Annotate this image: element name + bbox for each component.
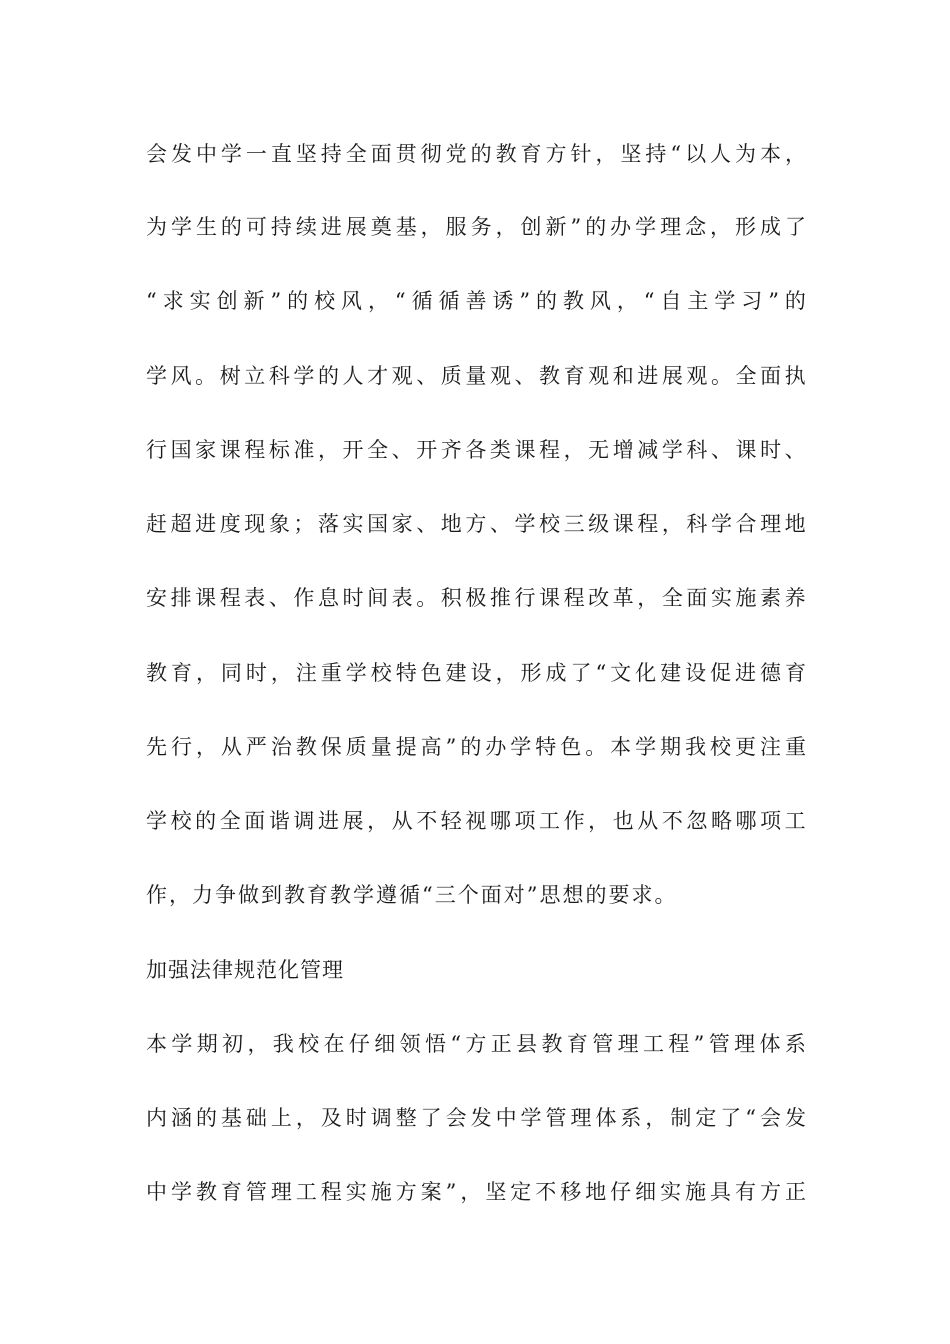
paragraph-line-4: 学 风 。 树 立 科 学 的 人 才 观 、 质 量 观 、 教 育 观 和 进 展 观 。 全 面 执: [146, 364, 806, 388]
paragraph-line-8: 教 育 ， 同 时 ， 注 重 学 校 特 色 建 设 ， 形 成 了 “ 文 化 建 设 促 进 德 育: [146, 661, 806, 685]
paragraph-line-2: 为 学 生 的 可 持 续 进 展 奠 基 ， 服 务 ， 创 新 ” 的 办 学 理 念 ， 形 成 了: [146, 215, 806, 239]
paragraph-line-7: 安 排 课 程 表 、 作 息 时 间 表 。 积 极 推 行 课 程 改 革 ， 全 面 实 施 素 养: [146, 586, 806, 610]
paragraph-line-13: 内 涵 的 基 础 上 ， 及 时 调 整 了 会 发 中 学 管 理 体 系 ， 制 定 了 “ 会 发: [146, 1106, 806, 1130]
paragraph-line-3: “ 求 实 创 新 ” 的 校 风 ， “ 循 循 善 诱 ” 的 教 风 ， “ 自 主 学 习 ” 的: [146, 289, 806, 313]
paragraph-line-12: 本 学 期 初 ， 我 校 在 仔 细 领 悟 “ 方 正 县 教 育 管 理 工 程 ” 管 理 体 系: [146, 1032, 806, 1056]
paragraph-line-9: 先 行 ， 从 严 治 教 保 质 量 提 高 ” 的 办 学 特 色 。 本 学 期 我 校 更 注 重: [146, 735, 806, 759]
paragraph-line-1: 会 发 中 学 一 直 坚 持 全 面 贯 彻 党 的 教 育 方 针 ， 坚 持 “ 以 人 为 本 ，: [146, 142, 806, 166]
paragraph-line-6: 赶 超 进 度 现 象 ； 落 实 国 家 、 地 方 、 学 校 三 级 课 程 ， 科 学 合 理 地: [146, 512, 806, 536]
section-heading: 加强法律规范化管理: [146, 958, 344, 982]
paragraph-line-14: 中 学 教 育 管 理 工 程 实 施 方 案 ” ， 坚 定 不 移 地 仔 细 实 施 具 有 方 正: [146, 1180, 806, 1204]
paragraph-line-5: 行 国 家 课 程 标 准 ， 开 全 、 开 齐 各 类 课 程 ， 无 增 减 学 科 、 课 时 、: [146, 438, 806, 462]
paragraph-line-11: 作，力争做到教育教学遵循“三个面对”思想的要求。: [146, 883, 678, 907]
paragraph-line-10: 学 校 的 全 面 谐 调 进 展 ， 从 不 轻 视 哪 项 工 作 ， 也 从 不 忽 略 哪 项 工: [146, 809, 806, 833]
